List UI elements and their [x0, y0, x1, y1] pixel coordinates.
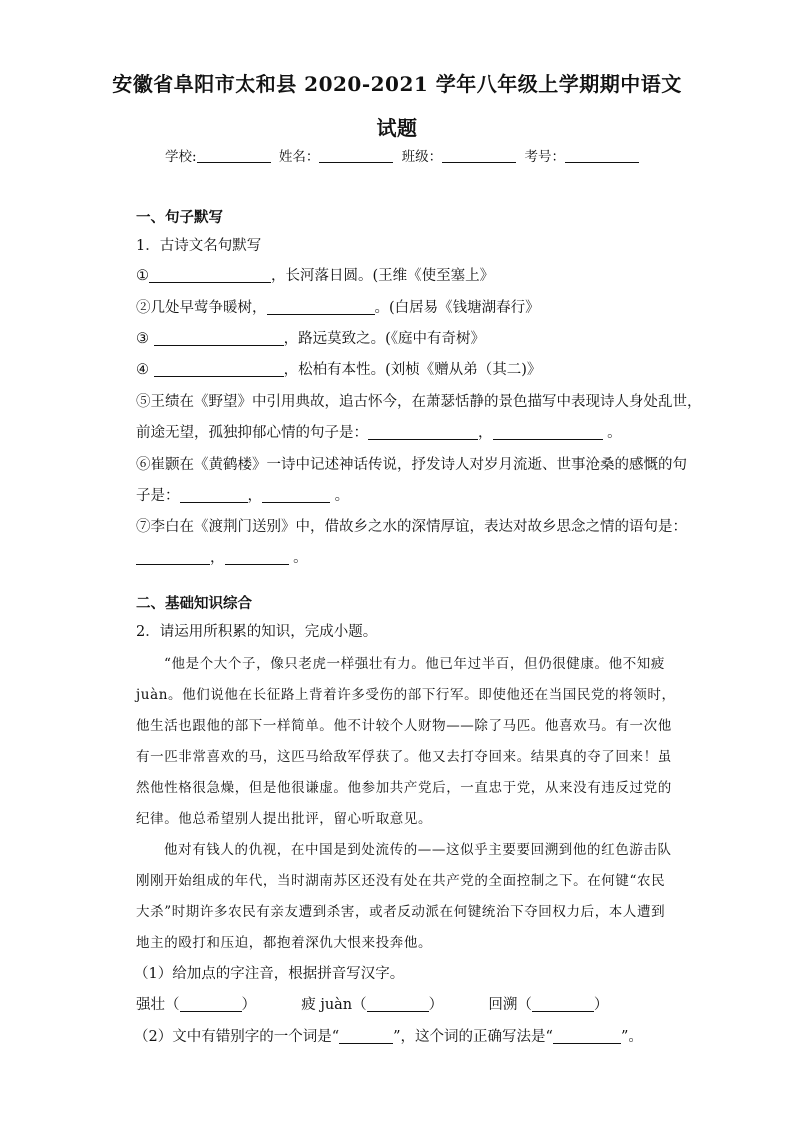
- q1-item-3: ③ ，路远莫致之。(《庭中有奇树》: [136, 331, 486, 347]
- q1-item-6-line-1: ⑥崔颢在《黄鹤楼》一诗中记述神话传说，抒发诗人对岁月流逝、世事沧桑的感慨的句: [136, 457, 687, 473]
- answer-blank[interactable]: [553, 1028, 621, 1044]
- answer-blank[interactable]: [225, 549, 289, 565]
- number-blank[interactable]: [565, 148, 639, 163]
- school-label: 学校:: [165, 149, 197, 165]
- passage-line: “他是个大个子，像只老虎一样强壮有力。他已年过半百，但仍很健康。他不知疲: [164, 656, 666, 672]
- answer-blank[interactable]: [136, 549, 210, 565]
- student-info-row: [165, 145, 643, 165]
- school-blank[interactable]: [197, 148, 271, 163]
- q1-item-2: ②几处早莺争暖树， 。(白居易《钱塘湖春行》: [136, 300, 540, 316]
- passage-line: 地主的殴打和压迫，都抱着深仇大恨来投奔他。: [136, 935, 433, 951]
- answer-blank[interactable]: [149, 267, 271, 283]
- answer-blank[interactable]: [339, 1028, 393, 1044]
- q1-item-5-line-2: 前途无望，孤独抑郁心情的句子是： ， 。: [136, 425, 622, 441]
- q1-item-7-line-2: ， 。: [136, 546, 308, 567]
- passage-line: 纪律。他总希望别人提出批评，留心听取意见。: [136, 811, 433, 827]
- passage-line: 然他性格很急燥，但是他很谦虚。他参加共产党后，一直忠于党，从来没有违反过党的: [136, 780, 672, 796]
- answer-blank[interactable]: [267, 299, 375, 315]
- class-label: 班级：: [401, 149, 443, 165]
- answer-blank[interactable]: [262, 487, 330, 503]
- answer-blank[interactable]: [368, 424, 478, 440]
- answer-blank[interactable]: [154, 361, 284, 377]
- section-2-heading: 二、基础知识综合: [136, 595, 252, 612]
- name-blank[interactable]: [319, 148, 393, 163]
- exam-title-line-2: 试题: [376, 116, 418, 140]
- section-1-heading: 一、句子默写: [136, 209, 223, 226]
- answer-blank[interactable]: [532, 996, 594, 1012]
- answer-blank[interactable]: [493, 424, 603, 440]
- number-label: 考号：: [524, 149, 565, 165]
- q1-item-5-line-1: ⑤王绩在《野望》中引用典故，追古怀今，在萧瑟恬静的景色描写中表现诗人身处乱世，: [136, 394, 702, 410]
- q1-item-4: ④ ，松柏有本性。(刘桢《赠从弟（其二)》: [136, 362, 542, 378]
- answer-blank[interactable]: [180, 996, 242, 1012]
- passage-line: 刚刚开始组成的年代，当时湖南苏区还没有处在共产党的全面控制之下。在何键“农民: [136, 873, 666, 889]
- answer-blank[interactable]: [180, 487, 248, 503]
- exam-title-line-1: 安徽省阜阳市太和县 2020-2021 学年八年级上学期期中语文: [112, 72, 682, 96]
- q1-item-1: ① ，长河落日圆。(王维《使至塞上》: [136, 268, 495, 284]
- sub-question-2: （2）文中有错别字的一个词是“ ”，这个词的正确写法是“ ”。: [134, 1029, 643, 1045]
- question-1-label: 1．古诗文名句默写: [136, 238, 262, 254]
- passage-line: juàn。他们说他在长征路上背着许多受伤的部下行军。即使他还在当国民党的将领时，: [136, 687, 676, 703]
- class-blank[interactable]: [442, 148, 516, 163]
- pinyin-blank-row: 强壮（ ） 疲 juàn（ ） 回溯（ ）: [136, 997, 609, 1013]
- q1-item-6-line-2: 子是： ， 。: [136, 488, 350, 504]
- answer-blank[interactable]: [367, 996, 429, 1012]
- question-2-label: 2．请运用所积累的知识，完成小题。: [136, 624, 378, 640]
- passage-line: 他生活也跟他的部下一样简单。他不计较个人财物——除了马匹。他喜欢马。有一次他: [136, 718, 672, 734]
- answer-blank[interactable]: [154, 330, 284, 346]
- name-label: 姓名：: [278, 149, 320, 165]
- q1-item-7-line-1: ⑦李白在《渡荆门送别》中，借故乡之水的深情厚谊，表达对故乡思念之情的语句是：: [136, 519, 687, 535]
- passage-line: 他对有钱人的仇视，在中国是到处流传的——这似乎主要要回溯到他的红色游击队: [164, 842, 672, 858]
- passage-line: 大杀”时期许多农民有亲友遭到杀害，或者反动派在何键统治下夺回权力后，本人遭到: [136, 904, 666, 920]
- sub-question-1: （1）给加点的字注音，根据拼音写汉字。: [134, 966, 405, 982]
- passage-line: 有一匹非常喜欢的马，这匹马给敌军俘获了。他又去打夺回来。结果真的夺了回来！虽: [136, 749, 672, 765]
